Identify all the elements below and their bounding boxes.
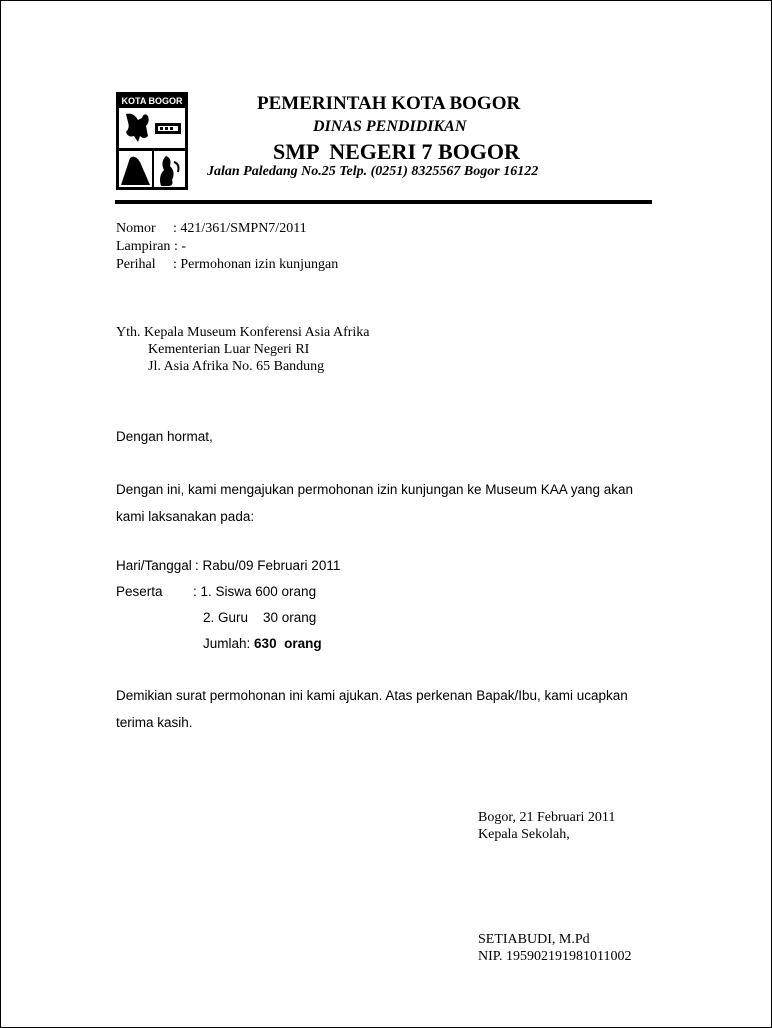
nomor-value: : 421/361/SMPN7/2011 — [173, 221, 307, 236]
letterhead-department: DINAS PENDIDIKAN — [313, 118, 467, 135]
lampiran-value: : - — [174, 239, 187, 254]
letterhead-school: SMP NEGERI 7 BOGOR — [273, 139, 520, 164]
hari-value: : Rabu/09 Februari 2011 — [195, 558, 341, 573]
letterhead-address: Jalan Paledang No.25 Telp. (0251) 8325567 Bogor 16122 — [207, 164, 539, 179]
jumlah-row — [203, 636, 322, 651]
svg-text:KOTA BOGOR: KOTA BOGOR — [121, 96, 183, 106]
recipient-line-2: Kementerian Luar Negeri RI — [148, 342, 310, 357]
hari-label: Hari/Tanggal — [116, 558, 192, 573]
signature-nip: NIP. 195902191981011002 — [478, 949, 632, 964]
recipient-line-3: Jl. Asia Afrika No. 65 Bandung — [148, 359, 325, 374]
closing-line-2: terima kasih. — [116, 715, 193, 730]
peserta-label: Peserta — [116, 584, 163, 599]
jumlah-label: Jumlah: — [203, 636, 251, 651]
peserta-item-2: 2. Guru 30 orang — [203, 610, 317, 625]
signature-place-date: Bogor, 21 Februari 2011 — [478, 810, 616, 825]
signature-title: Kepala Sekolah, — [478, 827, 570, 842]
kota-bogor-logo — [116, 92, 188, 190]
body-paragraph-line-1: Dengan ini, kami mengajukan permohonan izin kunjungan ke Museum KAA yang akan — [116, 482, 634, 497]
perihal-label: Perihal — [116, 257, 156, 272]
letterhead-government: PEMERINTAH KOTA BOGOR — [257, 93, 521, 114]
lampiran-label: Lampiran — [116, 239, 171, 254]
nomor-label: Nomor — [116, 221, 156, 236]
closing-line-1: Demikian surat permohonan ini kami ajukan. Atas perkenan Bapak/Ibu, kami ucapkan — [116, 688, 628, 703]
greeting: Dengan hormat, — [116, 429, 213, 444]
letterhead-rule — [115, 200, 652, 204]
body-paragraph-line-2: kami laksanakan pada: — [116, 509, 255, 524]
jumlah-value: 630 orang — [254, 636, 322, 651]
peserta-item-1: : 1. Siswa 600 orang — [193, 584, 317, 599]
recipient-line-1: Yth. Kepala Museum Konferensi Asia Afrika — [116, 325, 370, 340]
signature-name: SETIABUDI, M.Pd — [478, 932, 590, 947]
perihal-value: : Permohonan izin kunjungan — [173, 257, 339, 272]
